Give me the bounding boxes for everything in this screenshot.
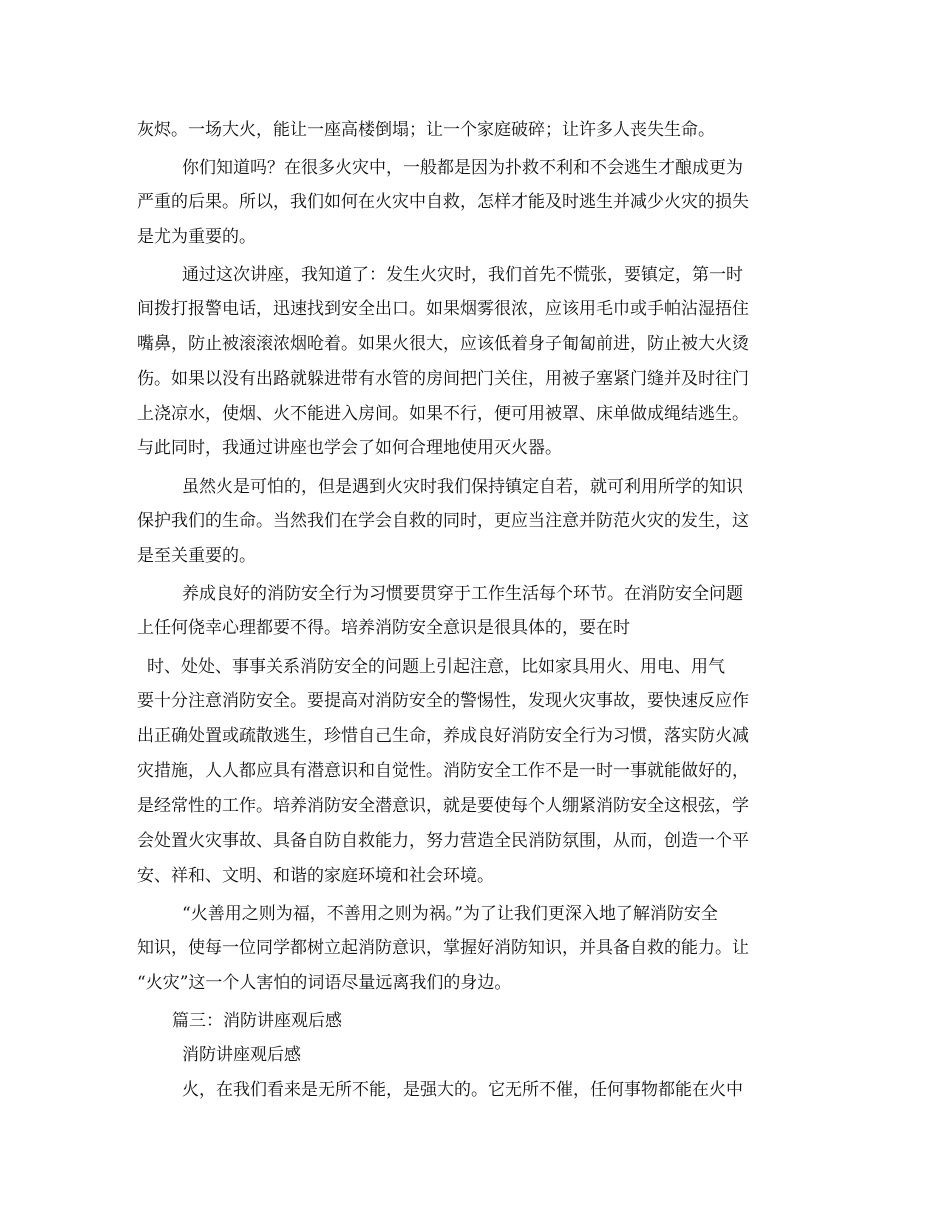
text-line-11: 虽然火是可怕的，但是遇到火灾时我们保持镇定自若，就可利用所学的知识 (182, 477, 743, 497)
text-line-21: 会处置火灾事故、具备自防自救能力，努力营造全民消防氛围，从而，创造一个平 (137, 831, 749, 851)
text-line-5: 通过这次讲座，我知道了：发生火灾时，我们首先不慌张，要镇定，第一时 (182, 265, 743, 285)
text-line-25: “火灾”这一个人害怕的词语尽量远离我们的身边。 (137, 973, 512, 993)
text-line-12: 保护我们的生命。当然我们在学会自救的同时，更应当注意并防范火灾的发生，这 (137, 511, 749, 531)
text-line-14: 养成良好的消防安全行为习惯要贯穿于工作生活每个环节。在消防安全问题 (182, 584, 743, 604)
text-line-15: 上任何侥幸心理都要不得。培养消防安全意识是很具体的，要在时 (137, 618, 630, 638)
text-line-8: 伤。如果以没有出路就躲进带有水管的房间把门关住，用被子塞紧门缝并及时往门 (137, 369, 749, 389)
text-line-4: 是尤为重要的。 (137, 227, 256, 247)
text-line-28: 火，在我们看来是无所不能，是强大的。它无所不催，任何事物都能在火中 (182, 1080, 743, 1100)
text-line-10: 与此同时，我通过讲座也学会了如何合理地使用灭火器。 (137, 438, 562, 458)
text-line-1: 灰烬。一场大火，能让一座高楼倒塌；让一个家庭破碎；让许多人丧失生命。 (137, 120, 715, 140)
text-line-22: 安、祥和、文明、和谐的家庭环境和社会环境。 (137, 866, 494, 886)
text-line-13: 是至关重要的。 (137, 546, 256, 566)
text-line-3: 严重的后果。所以，我们如何在火灾中自救，怎样才能及时逃生并减少火灾的损失 (137, 192, 749, 212)
text-line-19: 灾措施，人人都应具有潜意识和自觉性。消防安全工作不是一时一事就能做好的， (137, 761, 749, 781)
section-subtitle: 消防讲座观后感 (182, 1045, 301, 1065)
text-line-9: 上浇凉水，使烟、火不能进入房间。如果不行，便可用被罩、床单做成绳结逃生。 (137, 404, 749, 424)
text-line-6: 间拨打报警电话，迅速找到安全出口。如果烟雾很浓，应该用毛巾或手帕沾湿捂住 (137, 299, 749, 319)
text-line-23: “火善用之则为福，不善用之则为祸。”为了让我们更深入地了解消防安全 (182, 904, 718, 924)
text-line-16: 时、处处、事事关系消防安全的问题上引起注意，比如家具用火、用电、用气 (147, 657, 725, 677)
text-line-2: 你们知道吗？在很多火灾中，一般都是因为扑救不利和不会逃生才酿成更为 (182, 158, 743, 178)
section-heading: 篇三：消防讲座观后感 (172, 1011, 342, 1031)
text-line-24: 知识，使每一位同学都树立起消防意识，掌握好消防知识，并具备自救的能力。让 (137, 938, 749, 958)
text-line-18: 出正确处置或疏散逃生，珍惜自己生命，养成良好消防安全行为习惯，落实防火减 (137, 726, 749, 746)
text-line-7: 嘴鼻，防止被滚滚浓烟呛着。如果火很大，应该低着身子匍匐前进，防止被大火烫 (137, 334, 749, 354)
text-line-20: 是经常性的工作。培养消防安全潜意识，就是要使每个人绷紧消防安全这根弦，学 (137, 796, 749, 816)
text-line-17: 要十分注意消防安全。要提高对消防安全的警惕性，发现火灾事故，要快速反应作 (137, 691, 749, 711)
